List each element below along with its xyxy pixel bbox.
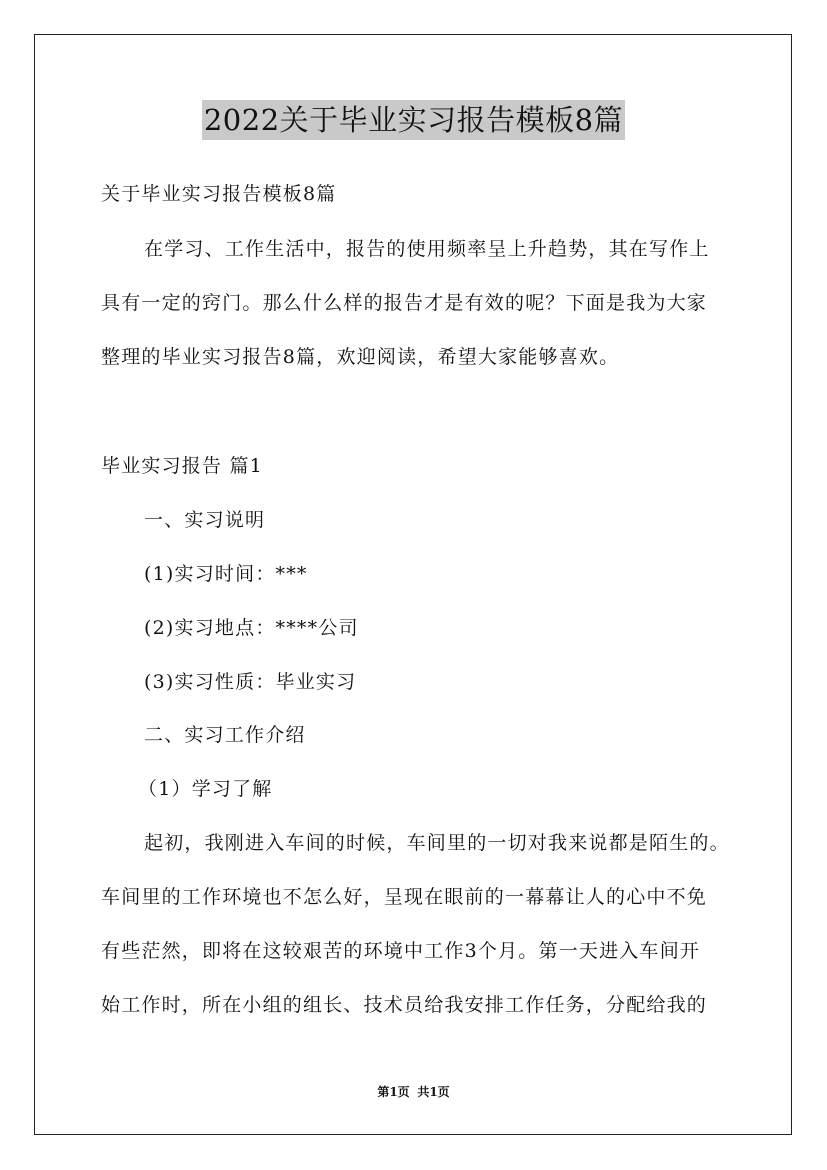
subheading-learning: （1）学习了解 bbox=[138, 778, 273, 800]
body-line-1: 起初，我刚进入车间的时候，车间里的一切对我来说都是陌生的。 bbox=[144, 832, 730, 854]
document-title: 2022关于毕业实习报告模板8篇 bbox=[202, 100, 625, 140]
page-footer bbox=[0, 1084, 827, 1100]
internship-time: (1)实习时间：*** bbox=[144, 563, 308, 585]
heading-work-introduction: 二、实习工作介绍 bbox=[144, 724, 306, 746]
internship-nature: (3)实习性质：毕业实习 bbox=[144, 671, 357, 693]
page-number-current: 第1页 bbox=[377, 1085, 410, 1099]
body-line-2: 车间里的工作环境也不怎么好，呈现在眼前的一幕幕让人的心中不免 bbox=[101, 886, 708, 908]
section-heading: 毕业实习报告 篇1 bbox=[101, 455, 263, 477]
intro-line-2: 具有一定的窍门。那么什么样的报告才是有效的呢？下面是我为大家 bbox=[101, 292, 708, 314]
title-container bbox=[0, 100, 827, 140]
body-line-4: 始工作时，所在小组的组长、技术员给我安排工作任务，分配给我的 bbox=[101, 994, 708, 1016]
page-number-total: 共1页 bbox=[417, 1085, 450, 1099]
intro-line-1: 在学习、工作生活中，报告的使用频率呈上升趋势，其在写作上 bbox=[144, 238, 710, 260]
heading-internship-description: 一、实习说明 bbox=[144, 509, 266, 531]
subtitle: 关于毕业实习报告模板8篇 bbox=[101, 183, 337, 205]
internship-place: (2)实习地点：****公司 bbox=[144, 617, 359, 639]
intro-line-3: 整理的毕业实习报告8篇，欢迎阅读，希望大家能够喜欢。 bbox=[101, 346, 620, 368]
body-line-3: 有些茫然，即将在这较艰苦的环境中工作3个月。第一天进入车间开 bbox=[101, 940, 701, 962]
